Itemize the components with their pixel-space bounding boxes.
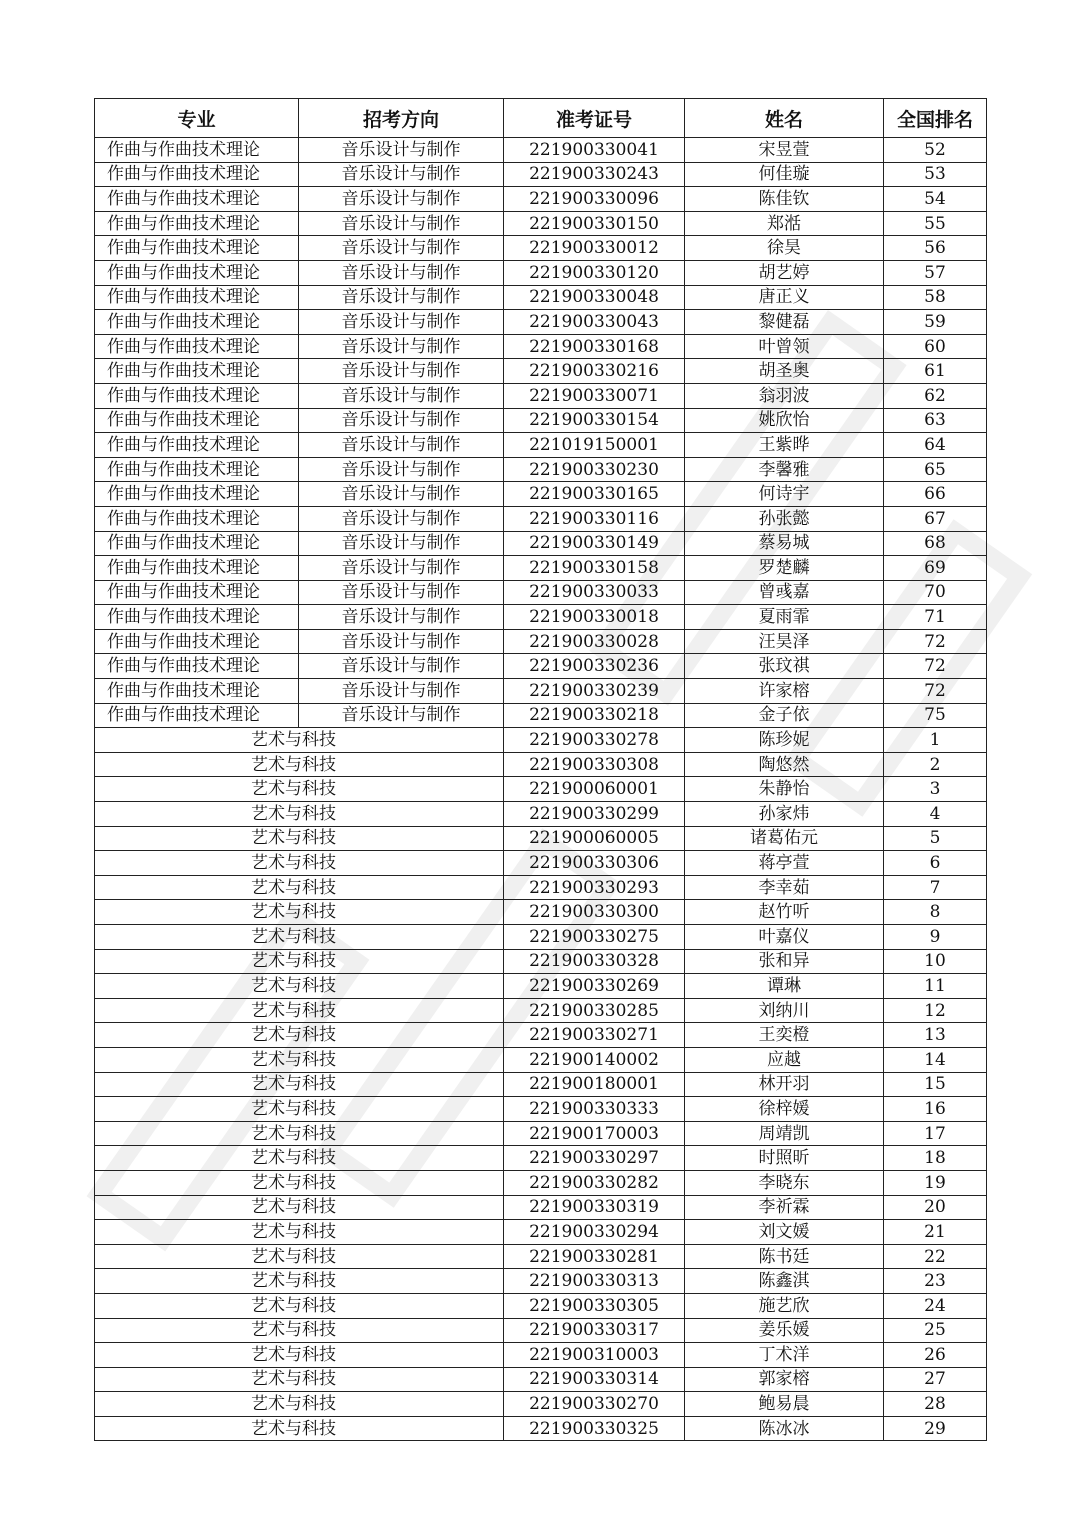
- table-row: [95, 925, 987, 950]
- cell-name: 罗楚麟: [685, 556, 884, 581]
- cell-name: 胡圣奥: [685, 359, 884, 384]
- cell-rank: 11: [884, 974, 987, 999]
- cell-major: 作曲与作曲技术理论: [95, 482, 299, 507]
- cell-exam-id: 221900330275: [504, 925, 685, 950]
- header-direction: 招考方向: [299, 99, 504, 138]
- cell-rank: 12: [884, 998, 987, 1023]
- table-row: [95, 875, 987, 900]
- cell-name: 黎健磊: [685, 310, 884, 335]
- ranking-table: [94, 98, 987, 1441]
- cell-rank: 16: [884, 1097, 987, 1122]
- cell-major: 艺术与科技: [95, 1121, 504, 1146]
- cell-major: 艺术与科技: [95, 1269, 504, 1294]
- cell-name: 王紫晔: [685, 433, 884, 458]
- table-row: [95, 1343, 987, 1368]
- table-row: [95, 1416, 987, 1441]
- cell-exam-id: 221900330271: [504, 1023, 685, 1048]
- cell-name: 何诗宇: [685, 482, 884, 507]
- cell-name: 陶悠然: [685, 752, 884, 777]
- cell-exam-id: 221900330158: [504, 556, 685, 581]
- cell-direction: 音乐设计与制作: [299, 605, 504, 630]
- cell-direction: 音乐设计与制作: [299, 433, 504, 458]
- table-row: [95, 1293, 987, 1318]
- table-row: [95, 1244, 987, 1269]
- cell-direction: 音乐设计与制作: [299, 506, 504, 531]
- header-row: [95, 99, 987, 138]
- table-row: [95, 1367, 987, 1392]
- cell-rank: 75: [884, 703, 987, 728]
- table-row: [95, 974, 987, 999]
- table-row: [95, 605, 987, 630]
- table-row: [95, 1097, 987, 1122]
- cell-rank: 70: [884, 580, 987, 605]
- cell-rank: 24: [884, 1293, 987, 1318]
- cell-major: 艺术与科技: [95, 1047, 504, 1072]
- cell-name: 刘文媛: [685, 1220, 884, 1245]
- table-row: [95, 580, 987, 605]
- table-row: [95, 851, 987, 876]
- cell-major: 艺术与科技: [95, 1072, 504, 1097]
- cell-major: 艺术与科技: [95, 1023, 504, 1048]
- cell-major: 艺术与科技: [95, 1097, 504, 1122]
- cell-major: 作曲与作曲技术理论: [95, 187, 299, 212]
- cell-name: 徐梓媛: [685, 1097, 884, 1122]
- table-row: [95, 211, 987, 236]
- table-row: [95, 383, 987, 408]
- cell-direction: 音乐设计与制作: [299, 334, 504, 359]
- table-row: [95, 679, 987, 704]
- cell-rank: 63: [884, 408, 987, 433]
- cell-exam-id: 221900330018: [504, 605, 685, 630]
- cell-name: 应越: [685, 1047, 884, 1072]
- cell-exam-id: 221900330168: [504, 334, 685, 359]
- cell-exam-id: 221900140002: [504, 1047, 685, 1072]
- table-row: [95, 556, 987, 581]
- cell-major: 作曲与作曲技术理论: [95, 138, 299, 163]
- cell-rank: 29: [884, 1416, 987, 1441]
- cell-rank: 7: [884, 875, 987, 900]
- cell-direction: 音乐设计与制作: [299, 162, 504, 187]
- cell-direction: 音乐设计与制作: [299, 679, 504, 704]
- cell-direction: 音乐设计与制作: [299, 408, 504, 433]
- table-row: [95, 1047, 987, 1072]
- cell-name: 宋昱萱: [685, 138, 884, 163]
- cell-direction: 音乐设计与制作: [299, 310, 504, 335]
- cell-rank: 27: [884, 1367, 987, 1392]
- cell-major: 作曲与作曲技术理论: [95, 703, 299, 728]
- cell-major: 艺术与科技: [95, 826, 504, 851]
- header-exam-id: 准考证号: [504, 99, 685, 138]
- cell-major: 艺术与科技: [95, 1170, 504, 1195]
- cell-exam-id: 221900330299: [504, 802, 685, 827]
- cell-exam-id: 221900330294: [504, 1220, 685, 1245]
- cell-rank: 72: [884, 654, 987, 679]
- cell-exam-id: 221900330282: [504, 1170, 685, 1195]
- cell-exam-id: 221900330325: [504, 1416, 685, 1441]
- cell-exam-id: 221900330116: [504, 506, 685, 531]
- cell-name: 郭家榕: [685, 1367, 884, 1392]
- table-row: [95, 629, 987, 654]
- cell-major: 艺术与科技: [95, 752, 504, 777]
- cell-major: 作曲与作曲技术理论: [95, 285, 299, 310]
- cell-rank: 3: [884, 777, 987, 802]
- cell-exam-id: 221900330328: [504, 949, 685, 974]
- table-row: [95, 654, 987, 679]
- cell-exam-id: 221900330278: [504, 728, 685, 753]
- table-row: [95, 285, 987, 310]
- cell-rank: 53: [884, 162, 987, 187]
- cell-name: 姚欣怡: [685, 408, 884, 433]
- cell-name: 叶嘉仪: [685, 925, 884, 950]
- table-row: [95, 752, 987, 777]
- cell-name: 李祈霖: [685, 1195, 884, 1220]
- cell-rank: 66: [884, 482, 987, 507]
- cell-major: 作曲与作曲技术理论: [95, 310, 299, 335]
- cell-exam-id: 221900330120: [504, 260, 685, 285]
- cell-name: 徐昊: [685, 236, 884, 261]
- table-row: [95, 1023, 987, 1048]
- cell-major: 作曲与作曲技术理论: [95, 433, 299, 458]
- cell-rank: 69: [884, 556, 987, 581]
- table-row: [95, 187, 987, 212]
- table-row: [95, 138, 987, 163]
- cell-major: 作曲与作曲技术理论: [95, 629, 299, 654]
- cell-name: 刘纳川: [685, 998, 884, 1023]
- table-row: [95, 408, 987, 433]
- table-row: [95, 1269, 987, 1294]
- cell-rank: 19: [884, 1170, 987, 1195]
- cell-rank: 5: [884, 826, 987, 851]
- cell-name: 丁术洋: [685, 1343, 884, 1368]
- cell-rank: 22: [884, 1244, 987, 1269]
- cell-name: 许家榕: [685, 679, 884, 704]
- cell-major: 艺术与科技: [95, 900, 504, 925]
- cell-name: 陈冰冰: [685, 1416, 884, 1441]
- cell-name: 翁羽波: [685, 383, 884, 408]
- table-row: [95, 900, 987, 925]
- cell-direction: 音乐设计与制作: [299, 482, 504, 507]
- table-row: [95, 334, 987, 359]
- cell-name: 张玟祺: [685, 654, 884, 679]
- cell-exam-id: 221900330012: [504, 236, 685, 261]
- cell-rank: 72: [884, 679, 987, 704]
- cell-major: 作曲与作曲技术理论: [95, 236, 299, 261]
- cell-direction: 音乐设计与制作: [299, 359, 504, 384]
- table-row: [95, 506, 987, 531]
- cell-direction: 音乐设计与制作: [299, 629, 504, 654]
- cell-major: 作曲与作曲技术理论: [95, 260, 299, 285]
- cell-name: 郑湉: [685, 211, 884, 236]
- cell-major: 作曲与作曲技术理论: [95, 408, 299, 433]
- cell-direction: 音乐设计与制作: [299, 260, 504, 285]
- cell-major: 作曲与作曲技术理论: [95, 679, 299, 704]
- cell-name: 诸葛佑元: [685, 826, 884, 851]
- table-row: [95, 1072, 987, 1097]
- cell-rank: 52: [884, 138, 987, 163]
- cell-name: 孙张懿: [685, 506, 884, 531]
- cell-direction: 音乐设计与制作: [299, 383, 504, 408]
- cell-name: 王奕橙: [685, 1023, 884, 1048]
- cell-exam-id: 221900330239: [504, 679, 685, 704]
- cell-rank: 4: [884, 802, 987, 827]
- cell-name: 陈佳钦: [685, 187, 884, 212]
- cell-major: 艺术与科技: [95, 1318, 504, 1343]
- cell-rank: 25: [884, 1318, 987, 1343]
- cell-major: 作曲与作曲技术理论: [95, 654, 299, 679]
- cell-exam-id: 221900330308: [504, 752, 685, 777]
- cell-exam-id: 221900330269: [504, 974, 685, 999]
- table-row: [95, 802, 987, 827]
- cell-direction: 音乐设计与制作: [299, 138, 504, 163]
- cell-exam-id: 221900330165: [504, 482, 685, 507]
- cell-major: 作曲与作曲技术理论: [95, 211, 299, 236]
- cell-exam-id: 221900330048: [504, 285, 685, 310]
- cell-exam-id: 221900060005: [504, 826, 685, 851]
- cell-rank: 26: [884, 1343, 987, 1368]
- cell-major: 艺术与科技: [95, 998, 504, 1023]
- ranking-document: [94, 98, 986, 1441]
- cell-name: 鲍易晨: [685, 1392, 884, 1417]
- cell-major: 艺术与科技: [95, 974, 504, 999]
- cell-exam-id: 221900330317: [504, 1318, 685, 1343]
- cell-rank: 14: [884, 1047, 987, 1072]
- cell-exam-id: 221900330154: [504, 408, 685, 433]
- table-row: [95, 826, 987, 851]
- cell-rank: 65: [884, 457, 987, 482]
- cell-name: 李晓东: [685, 1170, 884, 1195]
- cell-exam-id: 221900330236: [504, 654, 685, 679]
- cell-major: 艺术与科技: [95, 1244, 504, 1269]
- cell-exam-id: 221900310003: [504, 1343, 685, 1368]
- cell-rank: 18: [884, 1146, 987, 1171]
- cell-major: 艺术与科技: [95, 802, 504, 827]
- table-row: [95, 949, 987, 974]
- cell-exam-id: 221900330041: [504, 138, 685, 163]
- table-row: [95, 777, 987, 802]
- cell-rank: 21: [884, 1220, 987, 1245]
- table-row: [95, 998, 987, 1023]
- cell-name: 李幸茹: [685, 875, 884, 900]
- cell-exam-id: 221900170003: [504, 1121, 685, 1146]
- table-row: [95, 1170, 987, 1195]
- table-row: [95, 1146, 987, 1171]
- cell-direction: 音乐设计与制作: [299, 187, 504, 212]
- cell-rank: 1: [884, 728, 987, 753]
- header-major: 专业: [95, 99, 299, 138]
- cell-direction: 音乐设计与制作: [299, 211, 504, 236]
- cell-rank: 59: [884, 310, 987, 335]
- table-row: [95, 433, 987, 458]
- cell-name: 金子依: [685, 703, 884, 728]
- cell-rank: 15: [884, 1072, 987, 1097]
- cell-name: 陈鑫淇: [685, 1269, 884, 1294]
- cell-rank: 8: [884, 900, 987, 925]
- cell-exam-id: 221900330333: [504, 1097, 685, 1122]
- cell-major: 作曲与作曲技术理论: [95, 605, 299, 630]
- cell-major: 作曲与作曲技术理论: [95, 359, 299, 384]
- cell-major: 作曲与作曲技术理论: [95, 457, 299, 482]
- cell-exam-id: 221900330216: [504, 359, 685, 384]
- cell-major: 艺术与科技: [95, 1220, 504, 1245]
- cell-rank: 61: [884, 359, 987, 384]
- table-row: [95, 162, 987, 187]
- cell-rank: 10: [884, 949, 987, 974]
- table-row: [95, 1318, 987, 1343]
- cell-name: 周靖凯: [685, 1121, 884, 1146]
- cell-rank: 9: [884, 925, 987, 950]
- table-row: [95, 531, 987, 556]
- cell-name: 赵竹听: [685, 900, 884, 925]
- table-row: [95, 310, 987, 335]
- cell-direction: 音乐设计与制作: [299, 580, 504, 605]
- cell-exam-id: 221900330281: [504, 1244, 685, 1269]
- cell-rank: 57: [884, 260, 987, 285]
- cell-rank: 72: [884, 629, 987, 654]
- cell-major: 艺术与科技: [95, 1343, 504, 1368]
- cell-major: 艺术与科技: [95, 1367, 504, 1392]
- cell-name: 李馨雅: [685, 457, 884, 482]
- cell-name: 孙家炜: [685, 802, 884, 827]
- table-row: [95, 1121, 987, 1146]
- cell-name: 胡艺婷: [685, 260, 884, 285]
- cell-rank: 60: [884, 334, 987, 359]
- table-row: [95, 457, 987, 482]
- cell-major: 作曲与作曲技术理论: [95, 580, 299, 605]
- cell-direction: 音乐设计与制作: [299, 236, 504, 261]
- cell-name: 曾彧嘉: [685, 580, 884, 605]
- cell-exam-id: 221900330314: [504, 1367, 685, 1392]
- cell-major: 作曲与作曲技术理论: [95, 531, 299, 556]
- cell-exam-id: 221900180001: [504, 1072, 685, 1097]
- cell-major: 艺术与科技: [95, 875, 504, 900]
- cell-direction: 音乐设计与制作: [299, 285, 504, 310]
- cell-direction: 音乐设计与制作: [299, 531, 504, 556]
- cell-major: 艺术与科技: [95, 1392, 504, 1417]
- cell-direction: 音乐设计与制作: [299, 556, 504, 581]
- cell-major: 作曲与作曲技术理论: [95, 556, 299, 581]
- cell-rank: 2: [884, 752, 987, 777]
- cell-direction: 音乐设计与制作: [299, 457, 504, 482]
- cell-name: 姜乐媛: [685, 1318, 884, 1343]
- cell-major: 艺术与科技: [95, 1146, 504, 1171]
- cell-exam-id: 221900330150: [504, 211, 685, 236]
- cell-major: 作曲与作曲技术理论: [95, 383, 299, 408]
- cell-exam-id: 221900330313: [504, 1269, 685, 1294]
- cell-rank: 62: [884, 383, 987, 408]
- cell-name: 陈珍妮: [685, 728, 884, 753]
- cell-exam-id: 221900330306: [504, 851, 685, 876]
- cell-rank: 58: [884, 285, 987, 310]
- cell-major: 艺术与科技: [95, 851, 504, 876]
- cell-name: 林开羽: [685, 1072, 884, 1097]
- cell-name: 张和异: [685, 949, 884, 974]
- cell-rank: 64: [884, 433, 987, 458]
- cell-name: 蒋亭萱: [685, 851, 884, 876]
- cell-exam-id: 221900330033: [504, 580, 685, 605]
- cell-name: 施艺欣: [685, 1293, 884, 1318]
- cell-exam-id: 221900330071: [504, 383, 685, 408]
- cell-name: 叶曾领: [685, 334, 884, 359]
- cell-major: 艺术与科技: [95, 925, 504, 950]
- table-row: [95, 728, 987, 753]
- cell-major: 作曲与作曲技术理论: [95, 162, 299, 187]
- table-row: [95, 359, 987, 384]
- cell-exam-id: 221900330293: [504, 875, 685, 900]
- cell-rank: 23: [884, 1269, 987, 1294]
- cell-rank: 67: [884, 506, 987, 531]
- cell-name: 唐正义: [685, 285, 884, 310]
- cell-name: 陈书廷: [685, 1244, 884, 1269]
- cell-major: 作曲与作曲技术理论: [95, 334, 299, 359]
- cell-exam-id: 221900330243: [504, 162, 685, 187]
- table-row: [95, 703, 987, 728]
- cell-major: 艺术与科技: [95, 1416, 504, 1441]
- cell-exam-id: 221900330297: [504, 1146, 685, 1171]
- table-row: [95, 1220, 987, 1245]
- cell-exam-id: 221900060001: [504, 777, 685, 802]
- cell-name: 蔡易城: [685, 531, 884, 556]
- cell-name: 夏雨霏: [685, 605, 884, 630]
- cell-exam-id: 221900330218: [504, 703, 685, 728]
- cell-major: 艺术与科技: [95, 1195, 504, 1220]
- cell-exam-id: 221900330285: [504, 998, 685, 1023]
- table-row: [95, 260, 987, 285]
- cell-rank: 6: [884, 851, 987, 876]
- header-rank: 全国排名: [884, 99, 987, 138]
- table-row: [95, 482, 987, 507]
- cell-rank: 56: [884, 236, 987, 261]
- cell-rank: 28: [884, 1392, 987, 1417]
- cell-major: 艺术与科技: [95, 1293, 504, 1318]
- cell-major: 艺术与科技: [95, 949, 504, 974]
- cell-exam-id: 221900330305: [504, 1293, 685, 1318]
- cell-exam-id: 221900330270: [504, 1392, 685, 1417]
- cell-rank: 55: [884, 211, 987, 236]
- cell-name: 汪昊泽: [685, 629, 884, 654]
- cell-name: 时照昕: [685, 1146, 884, 1171]
- cell-exam-id: 221900330300: [504, 900, 685, 925]
- cell-name: 何佳璇: [685, 162, 884, 187]
- cell-rank: 17: [884, 1121, 987, 1146]
- table-row: [95, 1392, 987, 1417]
- cell-rank: 71: [884, 605, 987, 630]
- cell-exam-id: 221900330043: [504, 310, 685, 335]
- cell-name: 谭琳: [685, 974, 884, 999]
- cell-exam-id: 221900330149: [504, 531, 685, 556]
- header-name: 姓名: [685, 99, 884, 138]
- cell-direction: 音乐设计与制作: [299, 654, 504, 679]
- cell-direction: 音乐设计与制作: [299, 703, 504, 728]
- cell-major: 作曲与作曲技术理论: [95, 506, 299, 531]
- cell-exam-id: 221900330028: [504, 629, 685, 654]
- cell-name: 朱静怡: [685, 777, 884, 802]
- cell-major: 艺术与科技: [95, 777, 504, 802]
- cell-exam-id: 221900330319: [504, 1195, 685, 1220]
- cell-rank: 54: [884, 187, 987, 212]
- cell-rank: 68: [884, 531, 987, 556]
- cell-exam-id: 221900330230: [504, 457, 685, 482]
- table-row: [95, 236, 987, 261]
- cell-rank: 13: [884, 1023, 987, 1048]
- cell-rank: 20: [884, 1195, 987, 1220]
- cell-exam-id: 221019150001: [504, 433, 685, 458]
- cell-exam-id: 221900330096: [504, 187, 685, 212]
- cell-major: 艺术与科技: [95, 728, 504, 753]
- table-row: [95, 1195, 987, 1220]
